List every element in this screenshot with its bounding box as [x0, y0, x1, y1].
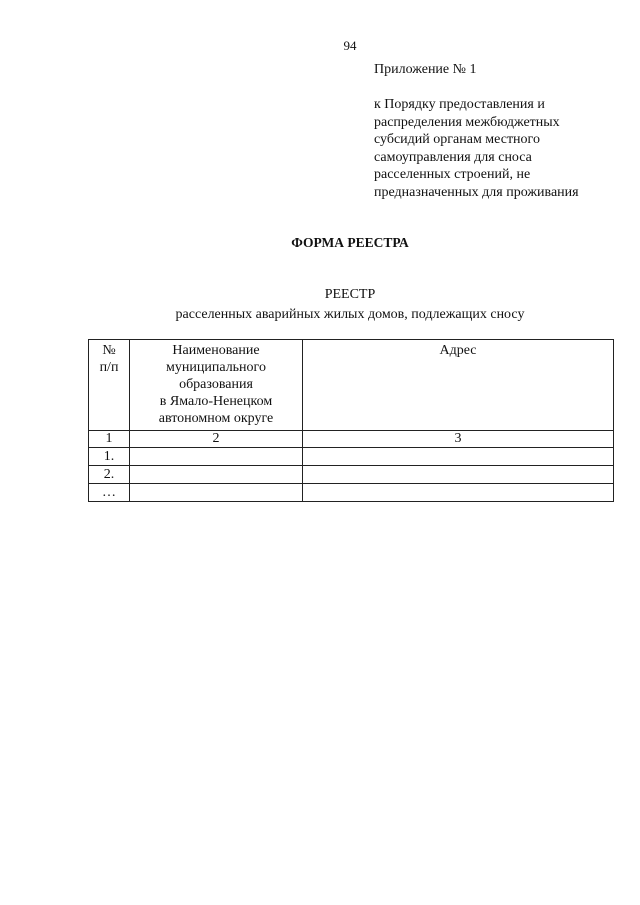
row-number-cell: 2.: [89, 466, 130, 484]
header-municipality-line: образования: [179, 377, 253, 392]
appendix-title: Приложение № 1: [374, 62, 477, 77]
header-municipality-line: автономном округе: [158, 411, 274, 426]
appendix-description-line: к Порядку предоставления и: [374, 97, 545, 112]
header-municipality-line: Наименование: [172, 343, 260, 358]
appendix-description-line: субсидий органам местного: [374, 132, 540, 148]
address-cell: [303, 466, 614, 484]
row-number-cell: …: [89, 484, 130, 502]
municipality-cell: [130, 466, 303, 484]
table-row: [89, 484, 614, 502]
address-cell: [303, 484, 614, 502]
municipality-cell: [130, 484, 303, 502]
header-address: Адрес: [303, 340, 614, 431]
index-cell: 2: [130, 431, 303, 448]
appendix-description-line: расселенных строений, не: [374, 167, 531, 183]
index-cell: 3: [303, 431, 614, 448]
header-number: [89, 340, 130, 431]
registry-title: РЕЕСТР: [324, 287, 376, 302]
appendix-description-line: самоуправления для сноса: [374, 149, 532, 165]
header-number-line: п/п: [99, 360, 119, 375]
page-number: 94: [343, 38, 357, 53]
municipality-cell: [130, 448, 303, 466]
registry-table: [88, 339, 614, 502]
index-cell: 1: [89, 431, 130, 448]
registry-subtitle: расселенных аварийных жилых домов, подлежащих сносу: [175, 307, 525, 322]
row-number-cell: 1.: [89, 448, 130, 466]
table-index-row: [89, 431, 614, 448]
header-municipality: [130, 340, 303, 431]
table-header-row: [89, 340, 614, 431]
header-municipality-line: в Ямало-Ненецком: [159, 394, 273, 409]
appendix-description-line: предназначенных для проживания: [374, 184, 579, 200]
header-number-line: №: [102, 343, 116, 358]
appendix-description-line: распределения межбюджетных: [374, 114, 560, 130]
header-municipality-line: муниципального: [166, 360, 266, 375]
table-row: [89, 466, 614, 484]
address-cell: [303, 448, 614, 466]
appendix-description: [374, 96, 614, 202]
table-row: [89, 448, 614, 466]
form-title: ФОРМА РЕЕСТРА: [291, 235, 409, 250]
